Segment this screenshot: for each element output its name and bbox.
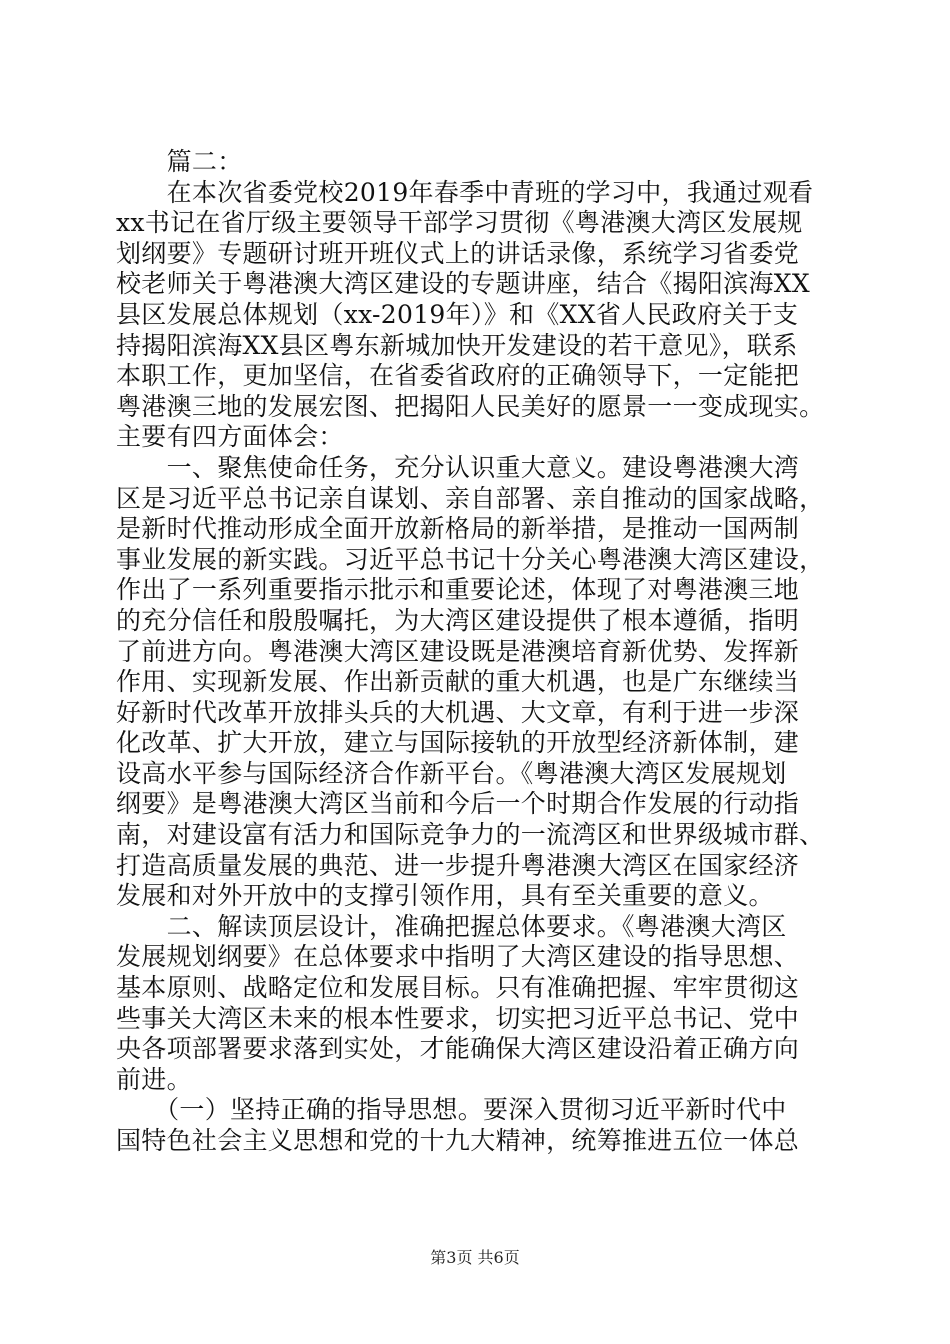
text-line: 了前进方向。粤港澳大湾区建设既是港澳培育新优势、发挥新 <box>116 636 800 666</box>
text-line: 县区发展总体规划（xx-2019年）》和《XX省人民政府关于支 <box>116 299 799 329</box>
text-line: xx书记在省厅级主要领导干部学习贯彻《粤港澳大湾区发展规 <box>116 208 803 238</box>
text-line: 粤港澳三地的发展宏图、把揭阳人民美好的愿景一一变成现实。 <box>116 391 825 421</box>
page-number-footer: 第3页 共6页 <box>430 1248 520 1267</box>
text-line: 化改革、扩大开放，建立与国际接轨的开放型经济新体制，建 <box>116 728 800 758</box>
text-line: 在本次省委党校2019年春季中青班的学习中，我通过观看 <box>116 177 814 207</box>
text-line: 纲要》是粤港澳大湾区当前和今后一个时期合作发展的行动指 <box>116 789 800 819</box>
text-line: 是新时代推动形成全面开放新格局的新举措，是推动一国两制 <box>116 514 800 544</box>
text-line: 基本原则、战略定位和发展目标。只有准确把握、牢牢贯彻这 <box>116 973 800 1003</box>
text-line: 好新时代改革开放排头兵的大机遇、大文章，有利于进一步深 <box>116 697 800 727</box>
text-line: 区是习近平总书记亲自谋划、亲自部署、亲自推动的国家战略， <box>116 483 825 513</box>
text-line: 篇二： <box>116 147 243 176</box>
text-line: 一、聚焦使命任务，充分认识重大意义。建设粤港澳大湾 <box>116 452 800 482</box>
body-text <box>116 147 836 1157</box>
text-line: 国特色社会主义思想和党的十九大精神，统筹推进五位一体总 <box>116 1126 800 1155</box>
text-line: 主要有四方面体会： <box>116 422 344 452</box>
text-line: 前进。 <box>116 1064 192 1094</box>
text-line: 校老师关于粤港澳大湾区建设的专题讲座，结合《揭阳滨海XX <box>116 269 810 299</box>
text-line: （一）坚持正确的指导思想。要深入贯彻习近平新时代中 <box>116 1095 787 1125</box>
text-line: 设高水平参与国际经济合作新平台。《粤港澳大湾区发展规划 <box>116 758 787 788</box>
text-line: 划纲要》专题研讨班开班仪式上的讲话录像，系统学习省委党 <box>116 238 800 268</box>
text-line: 些事关大湾区未来的根本性要求，切实把习近平总书记、党中 <box>116 1003 800 1033</box>
text-line: 作出了一系列重要指示批示和重要论述，体现了对粤港澳三地 <box>116 575 800 605</box>
text-line: 发展和对外开放中的支撑引领作用，具有至关重要的意义。 <box>116 881 774 911</box>
text-line: 本职工作，更加坚信，在省委省政府的正确领导下，一定能把 <box>116 361 800 391</box>
text-line: 作用、实现新发展、作出新贡献的重大机遇，也是广东继续当 <box>116 667 800 697</box>
text-line: 的充分信任和殷殷嘱托，为大湾区建设提供了根本遵循，指明 <box>116 605 800 635</box>
text-line: 持揭阳滨海XX县区粤东新城加快开发建设的若干意见》，联系 <box>116 330 798 360</box>
text-line: 事业发展的新实践。习近平总书记十分关心粤港澳大湾区建设， <box>116 544 825 574</box>
text-line: 发展规划纲要》在总体要求中指明了大湾区建设的指导思想、 <box>116 942 800 972</box>
text-line: 二、解读顶层设计，准确把握总体要求。《粤港澳大湾区 <box>116 911 787 941</box>
text-line: 南，对建设富有活力和国际竞争力的一流湾区和世界级城市群、 <box>116 820 825 850</box>
text-line: 打造高质量发展的典范、进一步提升粤港澳大湾区在国家经济 <box>116 850 800 880</box>
text-line: 央各项部署要求落到实处，才能确保大湾区建设沿着正确方向 <box>116 1034 800 1064</box>
